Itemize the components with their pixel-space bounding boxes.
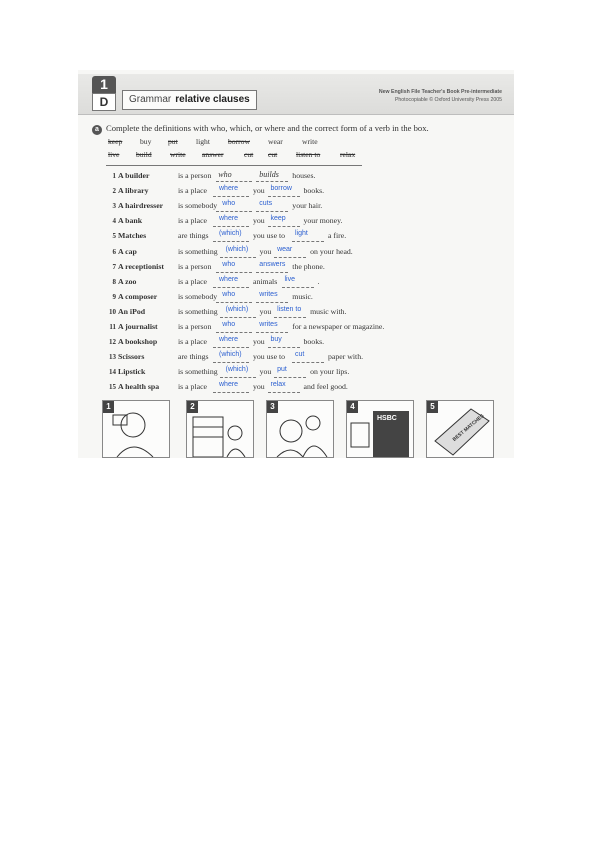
verb-answer: live — [284, 275, 296, 283]
item-frame: is a person — [178, 171, 212, 180]
definition-item — [104, 322, 514, 336]
word-box-word: keep — [108, 137, 123, 146]
item-subject: Lipstick — [118, 367, 146, 377]
item-frame: is a place — [178, 276, 208, 286]
item-subject-pronoun: you — [253, 382, 265, 392]
item-subject: Scissors — [118, 352, 145, 362]
topic-label: relative clauses — [175, 94, 250, 105]
definition-item — [104, 277, 514, 291]
picture-panel — [426, 400, 494, 458]
word-box-word: buy — [140, 137, 152, 146]
relative-pronoun-answer: where — [219, 275, 239, 283]
item-frame: is a place — [178, 337, 208, 347]
item-ending: a fire. — [328, 231, 347, 241]
item-subject: A health spa — [118, 382, 160, 392]
item-ending: for a newspaper or magazine. — [292, 322, 385, 331]
item-ending: on your lips. — [310, 367, 350, 377]
item-number: 10 — [109, 307, 116, 316]
item-number: 3 — [112, 202, 116, 211]
word-box — [106, 137, 362, 166]
word-box-word: light — [196, 137, 210, 146]
relative-pronoun-answer: who — [222, 260, 236, 268]
section-title — [122, 90, 257, 110]
section-label: Grammar — [129, 94, 172, 105]
definition-item — [104, 186, 514, 200]
item-subject-pronoun: you — [253, 337, 265, 347]
item-subject: A builder — [118, 171, 150, 180]
item-number: 15 — [109, 383, 116, 392]
item-ending: your hair. — [292, 201, 323, 211]
relative-pronoun-answer: (which) — [225, 245, 249, 253]
item-subject: A bookshop — [118, 337, 158, 347]
item-subject-pronoun: you — [253, 186, 265, 196]
verb-answer: answers — [259, 260, 286, 268]
definition-item — [104, 307, 514, 321]
picture-panel — [346, 400, 414, 458]
picture-panel — [266, 400, 334, 458]
verb-answer: listen to — [277, 305, 302, 313]
item-frame: is something — [178, 367, 218, 377]
word-box-word: put — [168, 137, 178, 146]
picture-number: 4 — [347, 401, 358, 413]
item-subject-pronoun: you use to — [253, 231, 286, 241]
instruction-text: Complete the definitions with who, which, or where and the correct form of a verb in the box. — [106, 123, 429, 133]
item-frame: is a person — [178, 322, 212, 331]
picture-number: 1 — [103, 401, 114, 413]
item-frame: is a place — [178, 382, 208, 392]
verb-answer: buy — [270, 336, 282, 344]
relative-pronoun-answer: where — [219, 215, 239, 223]
relative-pronoun-answer: where — [219, 336, 239, 344]
item-frame: is something — [178, 306, 218, 316]
item-subject: A journalist — [118, 322, 158, 331]
item-frame: are things — [178, 352, 209, 362]
word-box-word: wear — [268, 137, 283, 146]
item-number: 6 — [112, 247, 116, 256]
definition-item — [104, 262, 514, 276]
item-number: 5 — [112, 232, 116, 241]
item-ending: on your head. — [310, 246, 353, 256]
credit-line-1: New English File Teacher's Book Pre-intermediate — [378, 89, 502, 95]
relative-pronoun-answer: who — [222, 321, 236, 328]
relative-pronoun-answer: (which) — [225, 366, 249, 374]
picture-number: 2 — [187, 401, 198, 413]
item-number: 9 — [112, 292, 116, 301]
verb-answer: wear — [277, 245, 293, 253]
word-box-word: cut — [244, 150, 254, 159]
relative-pronoun-answer: (which) — [219, 351, 242, 359]
item-ending: . — [317, 276, 320, 286]
unit-badge — [92, 76, 116, 112]
item-ending: books. — [303, 337, 325, 347]
definition-item — [104, 352, 514, 366]
relative-pronoun-answer: (which) — [225, 305, 249, 313]
word-box-word: build — [136, 150, 152, 159]
unit-letter: D — [92, 93, 116, 111]
item-subject-pronoun: you — [253, 216, 265, 226]
relative-pronoun-answer: (which) — [219, 230, 242, 238]
word-box-word: listen to — [296, 150, 321, 159]
word-box-word: relax — [340, 150, 356, 159]
picture-number: 5 — [427, 401, 438, 413]
item-frame: is somebody — [178, 201, 218, 211]
relative-pronoun-answer: where — [219, 185, 239, 193]
item-number: 1 — [112, 172, 116, 180]
item-subject-pronoun: you — [259, 367, 272, 377]
relative-pronoun-answer: who — [218, 170, 232, 179]
verb-answer: builds — [259, 170, 279, 179]
item-frame: is somebody — [178, 291, 218, 301]
credit-block — [379, 88, 502, 104]
item-number: 11 — [109, 323, 116, 331]
item-ending: your money. — [303, 216, 343, 226]
item-subject: A hairdresser — [118, 201, 164, 211]
item-subject: A bank — [118, 216, 143, 226]
item-subject-pronoun: you use to — [253, 352, 286, 362]
item-subject-pronoun: animals — [253, 276, 278, 286]
item-ending: paper with. — [328, 352, 364, 362]
credit-line-2: Photocopiable © Oxford University Press 2005 — [394, 97, 502, 103]
item-subject: A receptionist — [118, 261, 164, 271]
item-frame: is a place — [178, 186, 208, 196]
relative-pronoun-answer: who — [222, 200, 236, 208]
verb-answer: writes — [259, 290, 278, 298]
picture-strip — [102, 400, 512, 456]
definition-item — [104, 201, 514, 215]
item-subject: A composer — [118, 291, 158, 301]
verb-answer: keep — [270, 215, 286, 223]
word-box-word: write — [302, 137, 318, 146]
item-frame: is a place — [178, 216, 208, 226]
definition-item — [104, 367, 514, 381]
word-box-word: borrow — [228, 137, 250, 146]
relative-pronoun-answer: who — [222, 290, 236, 298]
word-box-word: cut — [268, 150, 278, 159]
word-box-word: live — [108, 150, 120, 159]
word-box-word: write — [170, 150, 186, 159]
item-subject: Matches — [118, 231, 147, 241]
picture-panel — [186, 400, 254, 458]
item-number: 4 — [112, 217, 116, 226]
verb-answer: writes — [259, 321, 278, 328]
item-ending: books. — [303, 186, 325, 196]
item-number: 8 — [112, 277, 116, 286]
item-ending: the phone. — [292, 261, 325, 271]
item-frame: is a person — [178, 261, 212, 271]
item-frame: is something — [178, 246, 218, 256]
definition-item — [104, 337, 514, 351]
item-subject: A zoo — [118, 276, 137, 286]
definition-item — [104, 231, 514, 245]
verb-answer: light — [295, 230, 308, 238]
definition-item — [104, 216, 514, 230]
item-ending: music with. — [310, 306, 347, 316]
item-number: 13 — [109, 353, 116, 362]
item-number: 12 — [109, 338, 116, 347]
picture-sign: HSBC — [377, 415, 397, 422]
verb-answer: borrow — [270, 185, 292, 193]
item-subject-pronoun: you — [259, 306, 272, 316]
item-subject: An iPod — [118, 306, 146, 316]
verb-answer: put — [277, 366, 287, 374]
item-ending: and feel good. — [303, 382, 348, 392]
unit-number: 1 — [92, 76, 116, 93]
relative-pronoun-answer: where — [219, 381, 239, 389]
item-subject: A library — [118, 186, 149, 196]
exercise-number: a — [92, 125, 102, 135]
definition-item — [104, 171, 514, 185]
item-number: 14 — [109, 368, 116, 377]
word-box-word: answer — [202, 150, 224, 159]
picture-sign: BEST MATCHES — [451, 413, 486, 443]
definition-item — [104, 247, 514, 261]
picture-number: 3 — [267, 401, 278, 413]
verb-answer: cut — [295, 351, 305, 359]
picture-panel — [102, 400, 170, 458]
item-subject: A cap — [118, 246, 137, 256]
item-number: 7 — [112, 262, 116, 271]
item-frame: are things — [178, 231, 209, 241]
item-subject-pronoun: you — [259, 246, 272, 256]
verb-answer: relax — [270, 381, 286, 389]
definition-item — [104, 292, 514, 306]
item-number: 2 — [112, 187, 116, 196]
item-ending: music. — [292, 291, 313, 301]
exercise-instruction — [92, 123, 429, 135]
definition-item — [104, 382, 514, 396]
item-ending: houses. — [292, 171, 316, 180]
verb-answer: cuts — [259, 200, 273, 208]
